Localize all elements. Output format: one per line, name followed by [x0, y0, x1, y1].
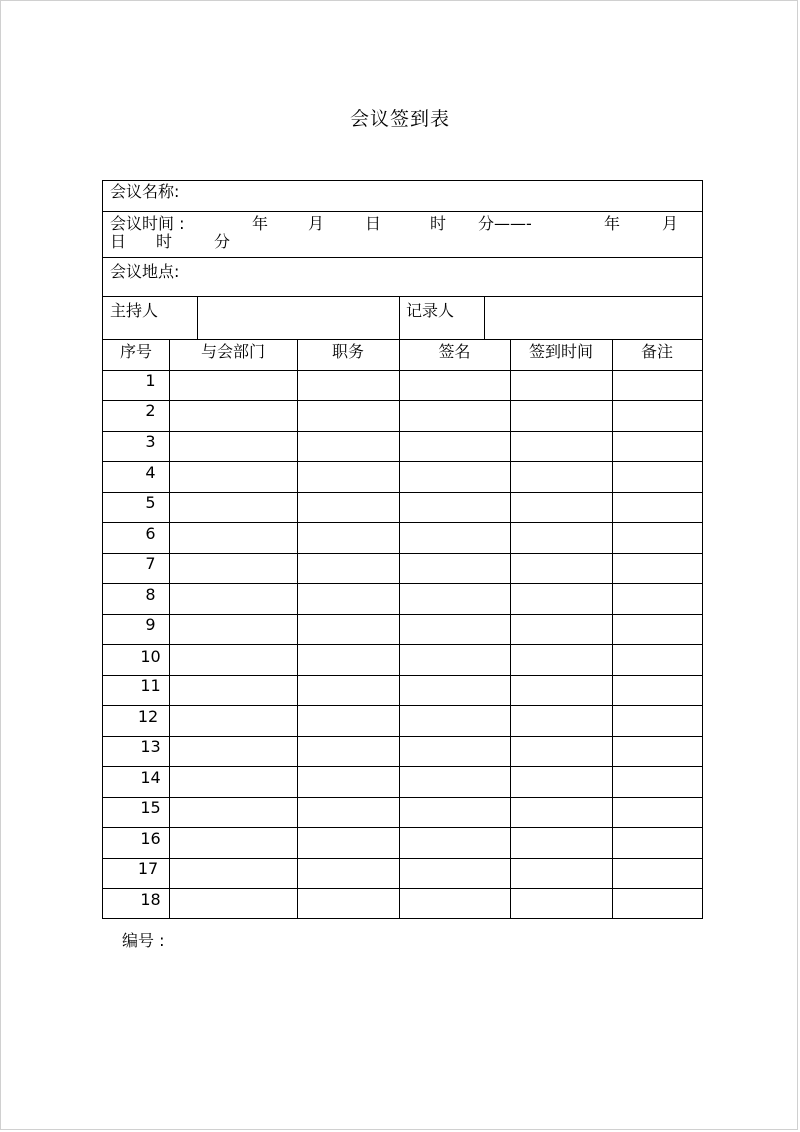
time-unit-year: 年: [252, 214, 269, 233]
row-divider: [103, 211, 702, 212]
row-number: 16: [140, 829, 161, 848]
col-header-signature: 签名: [438, 342, 471, 361]
page-title: 会议签到表: [349, 108, 450, 130]
row-number: 6: [145, 524, 156, 543]
col-header-remark: 备注: [640, 342, 673, 361]
row-number: 14: [140, 768, 161, 787]
col-header-sign-time: 签到时间: [528, 342, 593, 361]
col-divider: [399, 296, 400, 339]
row-number: 1: [145, 371, 156, 390]
row-divider: [103, 257, 702, 258]
row-number: 10: [140, 647, 161, 666]
row-number: 12: [137, 707, 159, 726]
time-unit-hour: 时: [430, 214, 447, 233]
row-number: 13: [140, 737, 161, 756]
col-divider: [297, 339, 298, 918]
host-label: 主持人: [110, 301, 159, 320]
row-number: 17: [137, 859, 159, 878]
time-unit-minute-2: 分: [214, 232, 231, 251]
row-divider: [103, 296, 702, 297]
row-number: 8: [145, 585, 156, 604]
meeting-place-label: 会议地点:: [110, 262, 180, 281]
time-unit-month-2: 月: [662, 214, 679, 233]
row-number: 2: [145, 401, 156, 420]
row-number: 4: [145, 463, 156, 482]
col-header-position: 职务: [331, 342, 364, 361]
time-unit-day: 日: [365, 214, 382, 233]
col-divider: [197, 296, 198, 339]
col-divider: [399, 339, 400, 918]
sign-in-form: [102, 180, 703, 919]
time-unit-hour-2: 时: [156, 232, 173, 251]
serial-number-label: 编号 :: [122, 931, 165, 950]
col-divider: [484, 296, 485, 339]
row-number: 11: [140, 676, 161, 695]
row-number: 5: [145, 493, 156, 512]
row-number: 18: [140, 890, 161, 909]
row-number: 9: [145, 615, 156, 634]
recorder-label: 记录人: [406, 301, 455, 320]
meeting-name-label: 会议名称:: [110, 182, 180, 201]
row-number: 7: [145, 554, 156, 573]
col-divider: [612, 339, 613, 918]
meeting-time-label: 会议时间 :: [110, 214, 185, 233]
row-number: 3: [145, 432, 156, 451]
col-header-department: 与会部门: [200, 342, 265, 361]
time-unit-day-2: 日: [110, 232, 127, 251]
col-divider: [510, 339, 511, 918]
col-header-index: 序号: [119, 342, 152, 361]
time-unit-minute: 分——-: [478, 214, 532, 233]
time-unit-year-2: 年: [604, 214, 621, 233]
time-unit-month: 月: [308, 214, 325, 233]
row-number: 15: [140, 798, 161, 817]
